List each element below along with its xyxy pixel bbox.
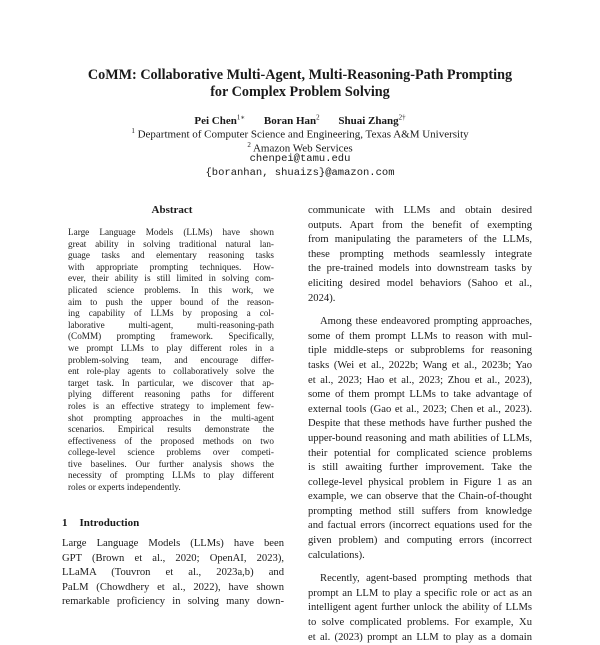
paragraph [308,572,532,645]
text-line: with appropriate prompting techniques. How- [68,261,274,272]
text-line: prompting method still suffers from knowledge [308,505,532,517]
paragraph [308,315,532,563]
text-line: from manipulating the parameters of the LLMs, [308,234,532,246]
text-line: ever, their ability is still limited in solving com- [68,273,274,284]
affiliation-mark: 1 [131,127,135,135]
text-line: given problem) and computing errors (incorrect [308,535,532,547]
abstract-heading: Abstract [151,204,193,216]
author-mark: 1∗ [236,113,246,121]
section-heading-introduction [62,517,139,530]
text-line: college-level physical problem in Figure 1 as an [308,476,532,488]
text-line: PaLM (Chowdhery et al., 2022), have shown [62,581,284,593]
text-line: communicate with LLMs and obtain desired [308,205,532,216]
text-line: GPT (Brown et al., 2020; OpenAI, 2023), [62,552,284,564]
section-title: Introduction [79,517,140,529]
text-line: laborative multi-agent, multi-reasoning-path [68,319,274,330]
text-line: these prompting methods seamlessly integrate [308,248,532,260]
paragraph [308,204,532,306]
paragraph-gap [308,563,532,572]
author-email: chenpei@tamu.edu [249,153,351,165]
paper-title-line-2: for Complex Problem Solving [210,84,390,100]
text-line: Large Language Models (LLMs) have shown [68,227,274,237]
text-line: great ability in solving traditional natural lan- [68,238,274,249]
author-name: Boran Han [263,114,317,127]
text-line: Large Language Models (LLMs) have been [62,538,284,549]
text-line: et al. (2023) prompt an LLM to play as a domain [308,631,532,643]
text-line: guage tasks and elementary reasoning tasks [68,250,274,261]
text-line: scenarios. Empirical results demonstrate the [68,424,274,435]
author-name: Shuai Zhang [338,114,399,127]
text-line: upper-bound reasoning and math abilities of LLMs, [308,432,532,444]
author-mark: 2 [316,113,320,121]
text-line: we prompt LLMs to play different roles in a [68,342,274,353]
text-line: necessity of prompting LLMs to play different [68,470,274,481]
text-line: tiple middle-steps or subproblems for reasoning [308,345,532,357]
affiliation-text: Amazon Web Services [252,142,353,155]
text-line: aim to push the upper bound of the reason- [68,296,274,307]
affiliation-text: Department of Computer Science and Engineering, Texas A&M University [137,128,469,141]
text-line: target task. In particular, we discover that ap- [68,377,274,388]
author-name: Pei Chen [194,114,237,127]
text-line: some of them prompt LLMs to take advantage of [308,389,532,401]
section-number: 1 [62,517,68,529]
text-line: eliciting desired model behaviors (Sahoo et al., [308,277,532,289]
text-line: roles is an effective strategy to implement few- [68,400,274,411]
text-line: 2024). [308,292,336,304]
text-line: Despite that these methods have further pushed the [308,418,532,430]
text-line: some of them prompt LLMs to reason with mul- [308,330,532,342]
author-mark: 2† [398,113,406,121]
text-line: calculations). [308,549,365,561]
paper-title-line-1: CoMM: Collaborative Multi-Agent, Multi-Reasoning-Path Prompting [87,67,513,83]
right-column-body [308,204,532,645]
text-line: Among these endeavored prompting approaches, [320,316,532,328]
paragraph-gap [308,306,532,315]
text-line: et al., 2023; Hao et al., 2023; Zhou et al., 2023), [308,374,532,386]
text-line: outputs. Apart from the benefit of exempting [308,219,532,231]
text-line: tasks (Wei et al., 2022b; Wang et al., 2023b; Yao [308,359,532,371]
text-line: their potential for complicated science problems [308,447,532,459]
abstract-body [62,227,282,494]
introduction-body [62,537,284,610]
text-line: college-level science problems over competi- [68,447,274,458]
text-line: shot prompting approaches in the multi-agent [68,412,274,423]
text-line: effectiveness of the proposed methods on two [68,435,274,446]
text-line: ent role-play agents to collaboratively solve the [68,366,274,377]
text-line: Recently, agent-based prompting methods that [320,573,532,585]
text-line: to solve complicated problems. For example, Xu [308,617,532,629]
text-line: example, we can observe that the Chain-of-thought [308,491,532,503]
text-line: and factual errors (incorrect equations used for the [308,520,532,532]
text-line: plying different reasoning paths for different [68,389,274,400]
text-line: remarkable proficiency in solving many down- [62,596,284,608]
abstract-section [62,204,282,494]
text-line: intelligent agent further unlock the ability of LLMs [308,602,532,614]
text-line: plicated science problems. In this work, we [68,284,274,295]
text-line: (CoMM) prompting framework. Specifically, [68,331,274,342]
text-line: prompt an LLM to play a specific role or act as an [308,587,532,599]
text-line: roles or experts independently. [68,482,181,493]
text-line: tive baselines. Our further analysis shows the [68,458,274,469]
text-line: is still awaiting further improvement. Take the [308,462,532,474]
text-line: problem-solving team, and encourage differ- [68,354,274,365]
author-email: {boranhan, shuaizs}@amazon.com [205,167,395,179]
text-line: ing capability of LLMs by proposing a col- [68,308,274,319]
text-line: the pre-trained models into downstream tasks by [308,263,532,275]
affiliation-mark: 2 [247,141,251,149]
text-line: LLaMA (Touvron et al., 2023a,b) and [62,567,284,579]
text-line: external tools (Gao et al., 2023; Chen et al., 2023). [308,403,532,415]
